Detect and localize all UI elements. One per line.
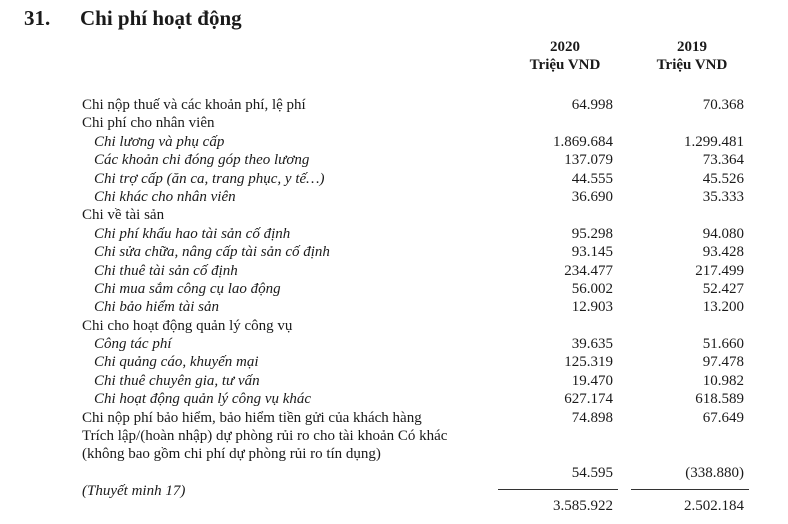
table-row	[0, 243, 788, 261]
total-2019: 2.502.184	[684, 498, 744, 514]
row-label: Chi trợ cấp (ăn ca, trang phục, y tế…)	[94, 170, 325, 187]
table-row	[0, 317, 788, 335]
table-row	[0, 280, 788, 298]
row-label: Chi quảng cáo, khuyến mại	[94, 354, 259, 371]
value-2019: 1.299.481	[684, 133, 744, 150]
table-row	[0, 188, 788, 206]
table-row	[0, 114, 788, 132]
row-label: Chi lương và phụ cấp	[94, 133, 225, 150]
table-row	[0, 225, 788, 243]
value-2020: 44.555	[571, 170, 613, 187]
value-2019: 94.080	[702, 225, 744, 242]
table-row	[0, 170, 788, 188]
table-row	[0, 206, 788, 224]
row-label: Chi về tài sản	[82, 207, 165, 224]
table-row	[0, 133, 788, 151]
row-label: (không bao gồm chi phí dự phòng rủi ro tín dụng)	[82, 446, 381, 463]
table-row	[0, 445, 788, 463]
value-2020: 56.002	[571, 280, 613, 297]
section-number: 31.	[24, 6, 51, 30]
value-2020: 74.898	[571, 409, 613, 426]
table-row	[0, 353, 788, 371]
value-2019: 618.589	[695, 391, 744, 408]
table-row	[0, 372, 788, 390]
value-2020: 54.595	[571, 464, 613, 481]
value-2019: 10.982	[702, 372, 744, 389]
row-label: Chi sửa chữa, nâng cấp tài sản cố định	[94, 244, 330, 261]
table-row	[0, 151, 788, 169]
value-2019: 217.499	[695, 262, 744, 279]
value-2019: 73.364	[702, 152, 744, 169]
value-2019: 52.427	[702, 280, 744, 297]
row-label: Chi phí cho nhân viên	[82, 115, 215, 132]
table-row	[0, 464, 788, 482]
row-label: Chi cho hoạt động quản lý công vụ	[82, 317, 293, 334]
value-2019: 93.428	[702, 244, 744, 261]
row-label: Các khoản chi đóng góp theo lương	[94, 152, 310, 169]
row-label: Chi hoạt động quản lý công vụ khác	[94, 391, 312, 408]
row-label: Chi bảo hiểm tài sản	[94, 299, 220, 316]
value-2020: 95.298	[571, 225, 613, 242]
table-row	[0, 390, 788, 408]
value-2019: (338.880)	[685, 464, 744, 481]
total-rule-2019	[631, 489, 749, 490]
table-row	[0, 427, 788, 445]
value-2020: 234.477	[564, 262, 613, 279]
table-row	[0, 298, 788, 316]
row-label: Chi nộp thuế và các khoản phí, lệ phí	[82, 97, 306, 113]
column-header-2019	[637, 38, 747, 74]
table-row	[0, 335, 788, 353]
expense-table	[0, 96, 788, 501]
value-2019: 67.649	[702, 409, 744, 426]
row-label: Chi thuê chuyên gia, tư vấn	[94, 372, 260, 389]
value-2019: 70.368	[702, 97, 744, 113]
row-label: Công tác phí	[94, 336, 172, 353]
value-2019: 45.526	[702, 170, 744, 187]
column-year: 2019	[677, 39, 707, 55]
row-label: Chi nộp phí bảo hiểm, bảo hiểm tiền gửi của khách hàng	[82, 409, 422, 426]
column-unit: Triệu VND	[656, 57, 728, 73]
value-2020: 1.869.684	[553, 133, 613, 150]
row-label: Chi khác cho nhân viên	[94, 188, 236, 205]
value-2020: 125.319	[564, 354, 613, 371]
section-title: Chi phí hoạt động	[80, 6, 242, 30]
value-2019: 35.333	[702, 188, 744, 205]
total-2020: 3.585.922	[553, 498, 613, 514]
value-2020: 36.690	[571, 188, 613, 205]
total-rule-2020	[498, 489, 618, 490]
value-2020: 12.903	[571, 299, 613, 316]
row-label: Chi thuê tài sản cố định	[94, 262, 238, 279]
value-2019: 97.478	[702, 354, 744, 371]
value-2020: 19.470	[571, 372, 613, 389]
column-unit: Triệu VND	[529, 57, 601, 73]
value-2020: 39.635	[571, 336, 613, 353]
value-2019: 13.200	[702, 299, 744, 316]
row-label: (Thuyết minh 17)	[82, 483, 186, 500]
table-row	[0, 96, 788, 114]
table-row	[0, 262, 788, 280]
table-row	[0, 409, 788, 427]
column-year: 2020	[550, 39, 580, 55]
value-2020: 627.174	[564, 391, 613, 408]
column-header-2020	[510, 38, 620, 74]
row-label: Trích lập/(hoàn nhập) dự phòng rủi ro cho tài khoản Có khác	[82, 428, 448, 445]
value-2020: 64.998	[571, 97, 613, 113]
row-label: Chi mua sắm công cụ lao động	[94, 280, 281, 297]
row-label: Chi phí khấu hao tài sản cố định	[94, 225, 291, 242]
value-2019: 51.660	[702, 336, 744, 353]
value-2020: 93.145	[571, 244, 613, 261]
value-2020: 137.079	[564, 152, 613, 169]
